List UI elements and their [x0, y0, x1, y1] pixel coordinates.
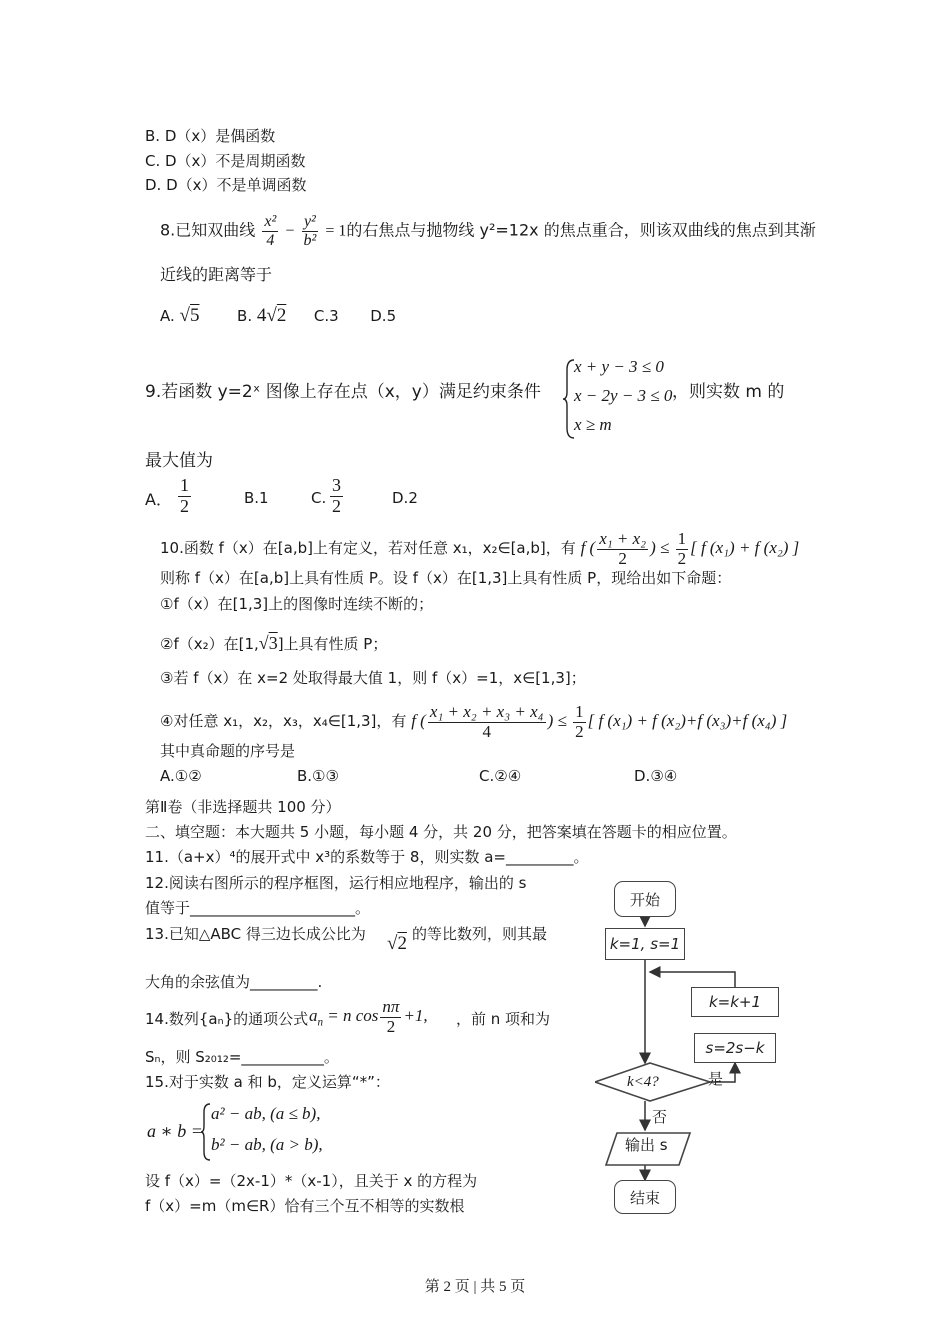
q12-line2: 值等于______________________。 — [145, 899, 371, 917]
q15-line1: 15.对于实数 a 和 b，定义运算“*”： — [145, 1073, 390, 1091]
q10-item4-text: ④对任意 x₁，x₂，x₃，x₄∈[1,3]，有 — [160, 712, 407, 731]
q15-row2: b² − ab, (a > b), — [211, 1135, 323, 1154]
q7-option-d: D. D（x）不是单调函数 — [145, 176, 307, 194]
q10-item1: ①f（x）在[1,3]上的图像时连续不断的； — [160, 595, 434, 613]
flowchart-output: 输出 s — [625, 1136, 668, 1154]
q10-inequality: f ( $\frac{\text{x₁ + x₂}}{2}$ ) ≤ $\frac{1}{2}$ [ f (x₁) + f (x₂) ] — [580, 529, 800, 568]
q9-option-c-value: $\frac{3}{2}$ — [332, 475, 341, 516]
q9-stem: 9.若函数 y=2ˣ 图像上存在点（x，y）满足约束条件 — [145, 382, 541, 402]
q10-option-a: A.①② — [160, 767, 202, 785]
q8-fraction-x: $\frac{\text{x²}}{4}$ — [264, 213, 277, 249]
flowchart-start: 开始 — [614, 881, 676, 917]
q9-constraint-2: x − 2y − 3 ≤ 0 — [574, 386, 673, 405]
q9-option-d: D.2 — [392, 489, 418, 507]
q9-option-b: B.1 — [244, 489, 269, 507]
q8-fraction-y: $\frac{\text{y²}}{\text{b²}}$ — [303, 213, 317, 249]
q10-item2-root: √3 — [258, 633, 278, 653]
q10-line1 — [160, 530, 799, 568]
q7-option-b: B. D（x）是偶函数 — [145, 127, 276, 145]
q8-stem — [160, 213, 816, 249]
q8-option-c: C.3 — [313, 307, 339, 325]
flowchart-update: s=2s−k — [694, 1033, 776, 1063]
q10-item2-a: ②f（x₂）在[1, — [160, 635, 259, 653]
q14-formula: $a_n = n$ cos $\frac{n\pi}{2}$ +1, — [309, 997, 428, 1036]
q13-root: √2 — [387, 933, 407, 954]
flowchart-no-label: 否 — [652, 1108, 668, 1126]
flowchart-init: k=1, s=1 — [605, 928, 685, 960]
q7-option-c: C. D（x）不是周期函数 — [145, 152, 306, 170]
q11: 11.（a+x）⁴的展开式中 x³的系数等于 8，则实数 a=_________。 — [145, 848, 589, 866]
q8-option-b-value: 4√2 — [256, 305, 287, 326]
q10-option-d: D.③④ — [634, 767, 678, 785]
q15-lhs: a ∗ b = — [147, 1121, 203, 1141]
q8-middle: 的右焦点与抛物线 y²=12x 的焦点重合，则该双曲线的焦点到其渐 — [346, 220, 816, 240]
q15-row1: a² − ab, (a ≤ b), — [211, 1104, 321, 1123]
q10-item2-b: ]上具有性质 P； — [277, 635, 388, 653]
q13-line2: 大角的余弦值为_________. — [145, 973, 323, 991]
part2-title: 第Ⅱ卷（非选择题共 100 分） — [145, 798, 341, 816]
q10-item4-inequality: f ( $\frac{\text{x₁ + x₂ + x₃ + x₄}}{4}$ ) ≤ $\frac{1}{2}$ [ f (x₁) + f (x₂)+f (x₃)+f (x₄) ] — [411, 702, 788, 741]
q10-option-c: C.②④ — [479, 767, 522, 785]
q9-constraint-3: x ≥ m — [574, 415, 612, 434]
q8-equals: = 1 — [325, 222, 347, 240]
q8-option-d: D.5 — [370, 307, 397, 325]
q9-tail: ，则实数 m 的 — [672, 382, 785, 402]
q8-option-b-label: B. — [237, 307, 253, 325]
flowchart-end: 结束 — [614, 1180, 676, 1214]
q9-option-c-label: C. — [311, 489, 327, 507]
flowchart-yes-label: 是 — [708, 1070, 724, 1088]
q8-options — [160, 305, 396, 328]
q10-option-b: B.①③ — [297, 767, 339, 785]
flowchart-increment: k=k+1 — [691, 987, 779, 1017]
q14-line1-a: 14.数列{aₙ}的通项公式 — [145, 1010, 309, 1028]
q8-minus: − — [285, 222, 295, 240]
q12-line1: 12.阅读右图所示的程序框图，运行相应地程序，输出的 s — [145, 874, 527, 892]
q13-line1-a: 13.已知△ABC 得三边长成公比为 — [145, 925, 366, 943]
q8-option-a-value: √5 — [179, 305, 200, 326]
q10-line1-text: 10.函数 f（x）在[a,b]上有定义，若对任意 x₁，x₂∈[a,b]，有 — [160, 539, 576, 558]
q8-option-a-label: A. — [160, 307, 175, 325]
q10-question: 其中真命题的序号是 — [160, 742, 296, 760]
flowchart-condition: k<4? — [627, 1074, 659, 1090]
q13-line1-b: 的等比数列，则其最 — [412, 925, 548, 943]
page-footer: 第 2 页 | 共 5 页 — [424, 1279, 526, 1295]
q14-line1-b: ，前 n 项和为 — [456, 1010, 551, 1028]
q10-item2 — [160, 633, 387, 655]
q10-item4 — [160, 703, 787, 741]
q8-line2: 近线的距离等于 — [160, 265, 273, 284]
q10-item3: ③若 f（x）在 x=2 处取得最大值 1，则 f（x）=1，x∈[1,3]； — [160, 669, 586, 687]
q15-line3: 设 f（x）=（2x-1）*（x-1），且关于 x 的方程为 — [145, 1172, 478, 1190]
q15-line4: f（x）=m（m∈R）恰有三个互不相等的实数根 — [145, 1197, 465, 1215]
q9-option-a-value: $\frac{1}{2}$ — [180, 475, 189, 516]
q9-line2: 最大值为 — [145, 451, 213, 471]
q14-line2: Sₙ，则 S₂₀₁₂=___________。 — [145, 1048, 339, 1066]
q9-constraint-1: x + y − 3 ≤ 0 — [574, 357, 664, 376]
q8-prefix: 8.已知双曲线 — [160, 220, 256, 240]
q10-line2: 则称 f（x）在[a,b]上具有性质 P。设 f（x）在[1,3]上具有性质 P，现给出如下命题： — [160, 569, 732, 587]
part2-section: 二、填空题：本大题共 5 小题，每小题 4 分，共 20 分，把答案填在答题卡的相应位置。 — [145, 823, 737, 841]
q9-option-a-label: A． — [145, 490, 172, 509]
q13-line1 — [145, 925, 366, 943]
